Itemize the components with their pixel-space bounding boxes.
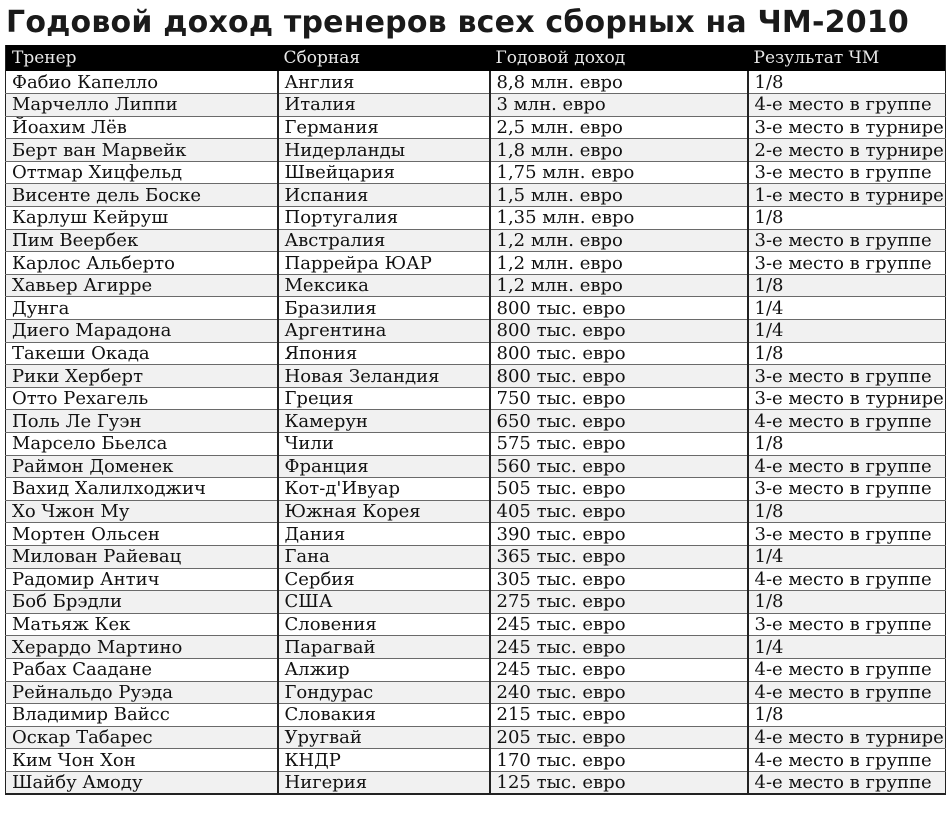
cell-team: Португалия [278, 207, 490, 230]
cell-result: 4-е место в группе [748, 658, 946, 681]
cell-team: Дания [278, 523, 490, 546]
table-row [6, 410, 946, 433]
cell-team: Южная Корея [278, 500, 490, 523]
cell-coach: Ким Чон Хон [6, 749, 278, 772]
table-row [6, 207, 946, 230]
header-row [6, 45, 946, 71]
cell-income: 1,35 млн. евро [490, 207, 748, 230]
table-row [6, 771, 946, 794]
cell-result: 2-е место в турнире [748, 139, 946, 162]
cell-income: 800 тыс. евро [490, 342, 748, 365]
cell-income: 245 тыс. евро [490, 636, 748, 659]
cell-team: Камерун [278, 410, 490, 433]
cell-coach: Оттмар Хицфельд [6, 161, 278, 184]
cell-income: 170 тыс. евро [490, 749, 748, 772]
cell-coach: Висенте дель Боске [6, 184, 278, 207]
table-row [6, 342, 946, 365]
table-row [6, 184, 946, 207]
cell-team: Кот-д'Ивуар [278, 478, 490, 501]
table-row [6, 613, 946, 636]
cell-coach: Марсело Бьелса [6, 433, 278, 456]
table-row [6, 71, 946, 94]
cell-result: 3-е место в группе [748, 229, 946, 252]
table-body [6, 71, 946, 794]
cell-result: 1/8 [748, 342, 946, 365]
cell-coach: Хо Чжон Му [6, 500, 278, 523]
cell-result: 3-е место в группе [748, 523, 946, 546]
table-row [6, 433, 946, 456]
cell-team: Алжир [278, 658, 490, 681]
cell-coach: Оскар Табарес [6, 726, 278, 749]
cell-coach: Рики Херберт [6, 365, 278, 388]
cell-income: 240 тыс. евро [490, 681, 748, 704]
table-row [6, 523, 946, 546]
cell-coach: Фабио Капелло [6, 71, 278, 94]
cell-team: Швейцария [278, 161, 490, 184]
cell-income: 8,8 млн. евро [490, 71, 748, 94]
cell-income: 560 тыс. евро [490, 455, 748, 478]
cell-team: Испания [278, 184, 490, 207]
cell-income: 750 тыс. евро [490, 387, 748, 410]
cell-result: 1/8 [748, 704, 946, 727]
cell-income: 205 тыс. евро [490, 726, 748, 749]
table-row [6, 455, 946, 478]
cell-income: 1,2 млн. евро [490, 229, 748, 252]
cell-team: Австралия [278, 229, 490, 252]
cell-income: 245 тыс. евро [490, 658, 748, 681]
table-row [6, 545, 946, 568]
cell-coach: Отто Рехагель [6, 387, 278, 410]
cell-result: 1/8 [748, 207, 946, 230]
cell-result: 3-е место в группе [748, 613, 946, 636]
cell-coach: Шайбу Амоду [6, 771, 278, 794]
cell-coach: Радомир Антич [6, 568, 278, 591]
table-row [6, 500, 946, 523]
cell-income: 800 тыс. евро [490, 297, 748, 320]
cell-result: 4-е место в группе [748, 771, 946, 794]
cell-team: Парагвай [278, 636, 490, 659]
cell-team: США [278, 591, 490, 614]
cell-coach: Карлуш Кейруш [6, 207, 278, 230]
cell-income: 405 тыс. евро [490, 500, 748, 523]
cell-income: 275 тыс. евро [490, 591, 748, 614]
cell-income: 125 тыс. евро [490, 771, 748, 794]
header-income: Годовой доход [495, 48, 626, 68]
cell-coach: Херардо Мартино [6, 636, 278, 659]
cell-team: Нигерия [278, 771, 490, 794]
cell-coach: Пим Веербек [6, 229, 278, 252]
cell-team: Словения [278, 613, 490, 636]
cell-coach: Рейнальдо Руэда [6, 681, 278, 704]
cell-coach: Раймон Доменек [6, 455, 278, 478]
cell-income: 3 млн. евро [490, 94, 748, 117]
cell-team: Мексика [278, 274, 490, 297]
cell-result: 3-е место в турнире [748, 116, 946, 139]
table-row [6, 387, 946, 410]
table-row [6, 478, 946, 501]
cell-team: Гондурас [278, 681, 490, 704]
cell-result: 1/8 [748, 274, 946, 297]
cell-coach: Милован Райевац [6, 545, 278, 568]
cell-result: 4-е место в группе [748, 568, 946, 591]
cell-team: Новая Зеландия [278, 365, 490, 388]
table-row [6, 681, 946, 704]
cell-result: 1/4 [748, 320, 946, 343]
table-row [6, 704, 946, 727]
cell-team: Греция [278, 387, 490, 410]
table-row [6, 749, 946, 772]
cell-result: 4-е место в группе [748, 410, 946, 433]
cell-income: 800 тыс. евро [490, 320, 748, 343]
cell-team: Гана [278, 545, 490, 568]
table-row [6, 320, 946, 343]
table-header [6, 45, 946, 71]
cell-coach: Мортен Ольсен [6, 523, 278, 546]
cell-income: 1,2 млн. евро [490, 252, 748, 275]
table-row [6, 116, 946, 139]
cell-income: 1,5 млн. евро [490, 184, 748, 207]
cell-income: 1,75 млн. евро [490, 161, 748, 184]
cell-income: 215 тыс. евро [490, 704, 748, 727]
cell-team: Паррейра ЮАР [278, 252, 490, 275]
cell-team: Италия [278, 94, 490, 117]
cell-coach: Владимир Вайсс [6, 704, 278, 727]
cell-team: Словакия [278, 704, 490, 727]
cell-coach: Вахид Халилходжич [6, 478, 278, 501]
table-row [6, 161, 946, 184]
cell-income: 1,2 млн. евро [490, 274, 748, 297]
cell-result: 4-е место в группе [748, 94, 946, 117]
cell-coach: Карлос Альберто [6, 252, 278, 275]
cell-result: 1/8 [748, 433, 946, 456]
cell-coach: Матьяж Кек [6, 613, 278, 636]
cell-income: 245 тыс. евро [490, 613, 748, 636]
cell-income: 800 тыс. евро [490, 365, 748, 388]
cell-coach: Рабах Саадане [6, 658, 278, 681]
table-row [6, 636, 946, 659]
cell-income: 575 тыс. евро [490, 433, 748, 456]
cell-result: 4-е место в группе [748, 681, 946, 704]
cell-coach: Диего Марадона [6, 320, 278, 343]
table-row [6, 568, 946, 591]
cell-result: 1/4 [748, 636, 946, 659]
cell-team: КНДР [278, 749, 490, 772]
cell-coach: Марчелло Липпи [6, 94, 278, 117]
cell-result: 3-е место в группе [748, 365, 946, 388]
table-row [6, 274, 946, 297]
coach-income-table [5, 45, 946, 795]
cell-coach: Дунга [6, 297, 278, 320]
cell-result: 1/8 [748, 591, 946, 614]
cell-coach: Берт ван Марвейк [6, 139, 278, 162]
cell-result: 3-е место в группе [748, 161, 946, 184]
table-row [6, 252, 946, 275]
cell-coach: Такеши Окада [6, 342, 278, 365]
cell-income: 505 тыс. евро [490, 478, 748, 501]
cell-income: 1,8 млн. евро [490, 139, 748, 162]
cell-result: 3-е место в группе [748, 252, 946, 275]
table-row [6, 658, 946, 681]
cell-result: 1/8 [748, 500, 946, 523]
cell-result: 1/8 [748, 71, 946, 94]
table-row [6, 229, 946, 252]
header-coach: Тренер [12, 48, 77, 68]
cell-team: Германия [278, 116, 490, 139]
cell-result: 4-е место в турнире [748, 726, 946, 749]
cell-income: 305 тыс. евро [490, 568, 748, 591]
cell-team: Нидерланды [278, 139, 490, 162]
cell-coach: Йоахим Лёв [6, 116, 278, 139]
table-row [6, 726, 946, 749]
table-row [6, 591, 946, 614]
cell-team: Англия [278, 71, 490, 94]
cell-team: Уругвай [278, 726, 490, 749]
cell-result: 1-е место в турнире [748, 184, 946, 207]
cell-income: 2,5 млн. евро [490, 116, 748, 139]
cell-team: Япония [278, 342, 490, 365]
cell-team: Франция [278, 455, 490, 478]
table-row [6, 297, 946, 320]
cell-team: Бразилия [278, 297, 490, 320]
cell-result: 1/4 [748, 297, 946, 320]
cell-team: Сербия [278, 568, 490, 591]
cell-result: 1/4 [748, 545, 946, 568]
cell-team: Чили [278, 433, 490, 456]
header-team: Сборная [283, 48, 361, 68]
cell-coach: Поль Ле Гуэн [6, 410, 278, 433]
cell-income: 650 тыс. евро [490, 410, 748, 433]
cell-result: 4-е место в группе [748, 749, 946, 772]
header-result: Результат ЧМ [753, 48, 880, 68]
page-title: Годовой доход тренеров всех сборных на ЧМ-2010 [6, 5, 909, 40]
cell-result: 4-е место в группе [748, 455, 946, 478]
table-row [6, 139, 946, 162]
cell-result: 3-е место в турнире [748, 387, 946, 410]
cell-team: Аргентина [278, 320, 490, 343]
cell-result: 3-е место в группе [748, 478, 946, 501]
cell-coach: Хавьер Агирре [6, 274, 278, 297]
cell-income: 390 тыс. евро [490, 523, 748, 546]
cell-income: 365 тыс. евро [490, 545, 748, 568]
table-row [6, 365, 946, 388]
table-row [6, 94, 946, 117]
cell-coach: Боб Брэдли [6, 591, 278, 614]
